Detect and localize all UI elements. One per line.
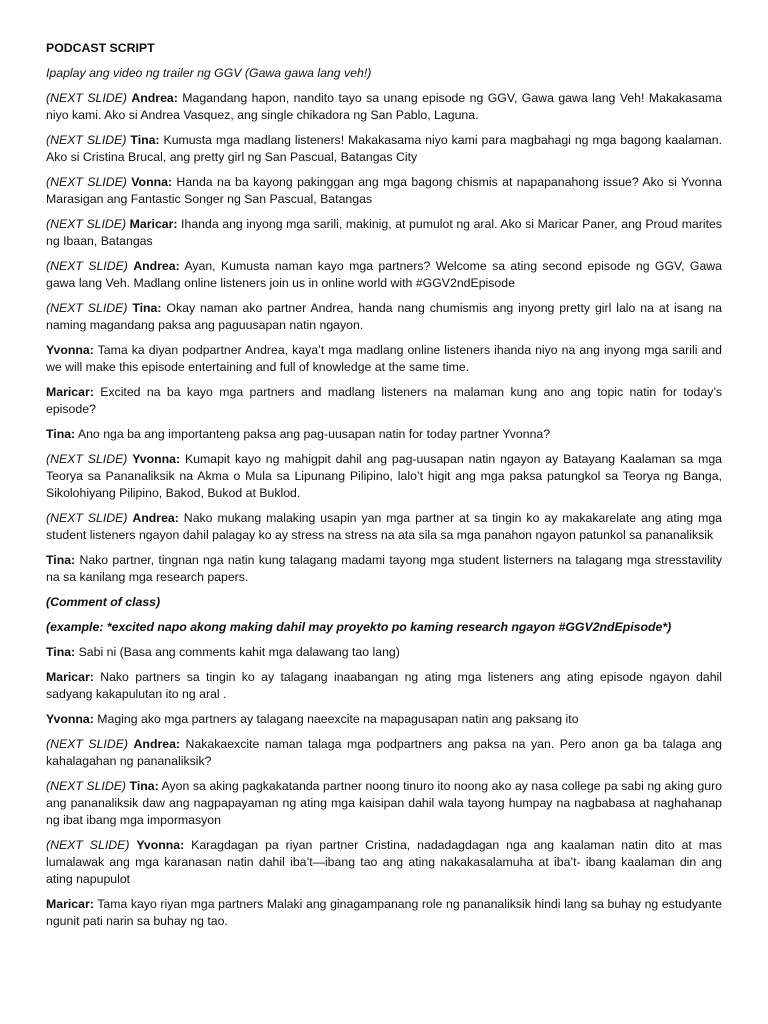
dialogue-text: Nako partners sa tingin ko ay talagang inaabangan ng ating mga listeners ang ating episode ngayon dahil sadyang kakapulutan ito ng aral . <box>46 670 722 701</box>
dialogue-line <box>46 669 722 703</box>
dialogue-line <box>46 736 722 770</box>
slide-cue: (NEXT SLIDE) <box>46 301 133 315</box>
slide-cue: (NEXT SLIDE) <box>46 91 132 105</box>
dialogue-line <box>46 426 722 443</box>
intro-line: Ipaplay ang video ng trailer ng GGV (Gawa gawa lang veh!) <box>46 66 372 80</box>
speaker-name: Tina: <box>129 779 159 793</box>
dialogue-line <box>46 451 722 502</box>
speaker-name: Andrea: <box>132 511 179 525</box>
slide-cue: (NEXT SLIDE) <box>46 259 134 273</box>
slide-cue: (NEXT SLIDE) <box>46 737 134 751</box>
document-title: PODCAST SCRIPT <box>46 41 155 55</box>
dialogue-line <box>46 837 722 888</box>
slide-cue: (NEXT SLIDE) <box>46 511 133 525</box>
dialogue-line <box>46 552 722 586</box>
dialogue-text: Ayan, Kumusta naman kayo mga partners? Welcome sa ating second episode ng GGV, Gawa gawa lang Veh. Madlang online listeners join us in online world with #GGV2ndEpisode <box>46 259 722 290</box>
script-lines-continued <box>46 644 722 930</box>
dialogue-text: Sabi ni (Basa ang comments kahit mga dalawang tao lang) <box>75 645 400 659</box>
slide-cue: (NEXT SLIDE) <box>46 133 131 147</box>
speaker-name: Tina: <box>46 645 76 659</box>
class-comment-note: (Comment of class) <box>46 595 161 609</box>
speaker-name: Maricar: <box>46 670 94 684</box>
dialogue-text: Handa na ba kayong pakinggan ang mga bagong chismis at napapanahong issue? Ako si Yvonna Marasigan ang Fantastic Songer ng San Pascual, Batangas <box>46 175 723 206</box>
dialogue-text: Nakakaexcite naman talaga mga podpartners ang paksa na yan. Pero anon ga ba talaga ang kahalagahan ng pananaliksik? <box>46 737 723 768</box>
speaker-name: Tina: <box>46 427 76 441</box>
slide-cue: (NEXT SLIDE) <box>46 175 132 189</box>
slide-cue: (NEXT SLIDE) <box>46 452 133 466</box>
speaker-name: Maricar: <box>46 897 94 911</box>
dialogue-line <box>46 216 722 250</box>
dialogue-line <box>46 174 722 208</box>
dialogue-text: Ihanda ang inyong mga sarili, makinig, at pumulot ng aral. Ako si Maricar Paner, ang Proud marites ng Ibaan, Batangas <box>46 217 723 248</box>
speaker-name: Maricar: <box>129 217 178 231</box>
dialogue-text: Ano nga ba ang importanteng paksa ang pag-uusapan natin for today partner Yvonna? <box>75 427 551 441</box>
dialogue-line <box>46 384 722 418</box>
dialogue-text: Tama kayo riyan mga partners Malaki ang ginagampanang role ng pananaliksik hindi lang sa buhay ng estudyante ngunit pati narin sa buhay ng tao. <box>46 897 722 928</box>
dialogue-text: Maging ako mga partners ay talagang naeexcite na mapagusapan natin ang paksang ito <box>93 712 579 726</box>
speaker-name: Yvonna: <box>136 838 185 852</box>
dialogue-text: Magandang hapon, nandito tayo sa unang episode ng GGV, Gawa gawa lang Veh! Makakasama niyo kami. Ako si Andrea Vasquez, ang single chikadora ng San Pablo, Laguna. <box>46 91 722 122</box>
speaker-name: Tina: <box>46 553 76 567</box>
dialogue-text: Ayon sa aking pagkakatanda partner noong tinuro ito noong ako ay nasa college pa sabi ng aking guro ang pananaliksik daw ang nagpapayaman ng ating mga kaisipan dahil wala tayong humpay na nagbabasa at naghahanap ng ibat ibang mga impormasyon <box>46 779 723 827</box>
speaker-name: Tina: <box>130 133 160 147</box>
dialogue-line <box>46 896 722 930</box>
dialogue-text: Karagdagan pa riyan partner Cristina, nadadagdagan nga ang kaalaman natin dito at mas lumalawak ang mga karanasan natin dahil iba’t—ibang tao ang ating nakakasalamuha at iba’t- ibang kaalaman din ang ating napupulot <box>46 838 722 886</box>
script-lines <box>46 90 722 586</box>
speaker-name: Yvonna: <box>46 343 94 357</box>
dialogue-line <box>46 510 722 544</box>
dialogue-line <box>46 300 722 334</box>
dialogue-text: Nako partner, tingnan nga natin kung talagang madami tayong mga student listerners na talagang mga stresstavility na sa kanilang mga research papers. <box>46 553 722 584</box>
dialogue-text: Okay naman ako partner Andrea, handa nang chumismis ang inyong pretty girl lalo na at isang na naming magandang paksa ang paguusapan natin ngayon. <box>46 301 723 332</box>
dialogue-text: Nako mukang malaking usapin yan mga partner at sa tingin ko ay makakarelate ang ating mga student listeners ngayon dahil palagay ko ay stress na stress na ata sila sa mga panahon ngayon patunkol sa pananaliksik <box>46 511 723 542</box>
slide-cue: (NEXT SLIDE) <box>46 838 137 852</box>
speaker-name: Andrea: <box>131 91 178 105</box>
example-comment-note: (example: *excited napo akong making dahil may proyekto po kaming research ngayon #GGV2ndEpisode*) <box>46 620 672 634</box>
dialogue-line <box>46 132 722 166</box>
speaker-name: Vonna: <box>131 175 173 189</box>
dialogue-text: Excited na ba kayo mga partners and madlang listeners na malaman kung ano ang topic natin for today’s episode? <box>46 385 722 416</box>
speaker-name: Yvonna: <box>132 452 181 466</box>
dialogue-line <box>46 644 722 661</box>
dialogue-line <box>46 711 722 728</box>
speaker-name: Maricar: <box>46 385 94 399</box>
speaker-name: Andrea: <box>133 259 180 273</box>
speaker-name: Tina: <box>132 301 162 315</box>
dialogue-line <box>46 90 722 124</box>
dialogue-line <box>46 342 722 376</box>
dialogue-text: Tama ka diyan podpartner Andrea, kaya’t mga madlang online listeners ihanda niyo na ang inyong mga sarili and we will make this episode entertaining and full of knowledge at the same time. <box>46 343 722 374</box>
slide-cue: (NEXT SLIDE) <box>46 779 130 793</box>
speaker-name: Yvonna: <box>46 712 94 726</box>
dialogue-line <box>46 778 722 829</box>
dialogue-text: Kumapit kayo ng mahigpit dahil ang pag-uusapan natin ngayon ay Batayang Kaalaman sa mga Teorya sa Pananaliksik na Akma o Mula sa Lipunang Pilipino, lalo’t higit ang mga paksa patungkol sa Teorya ng Banga, Sikolohiyang Pilipino, Bakod, Bukod at Buklod. <box>46 452 723 500</box>
dialogue-text: Kumusta mga madlang listeners! Makakasama niyo kami para magbahagi ng mga bagong kaalaman. Ako si Cristina Brucal, ang pretty girl ng San Pascual, Batangas City <box>46 133 723 164</box>
slide-cue: (NEXT SLIDE) <box>46 217 130 231</box>
dialogue-line <box>46 258 722 292</box>
speaker-name: Andrea: <box>133 737 181 751</box>
